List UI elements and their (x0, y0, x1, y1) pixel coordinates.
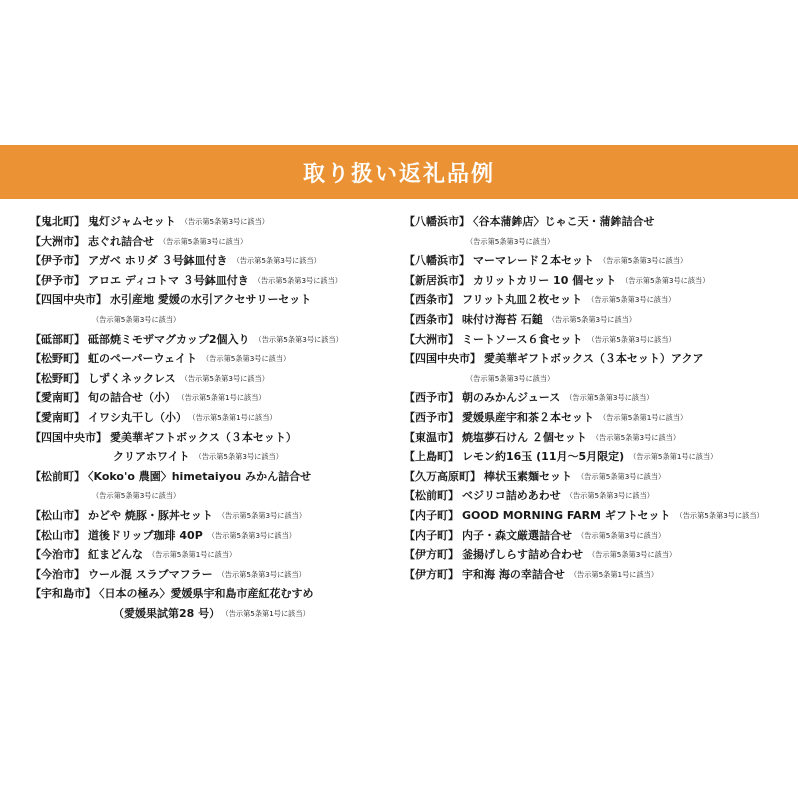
legal-note: （告示第5条第3号に該当） (92, 314, 181, 324)
gift-item-line (404, 330, 794, 350)
gift-item-line (404, 388, 794, 408)
gift-name: 水引産地 愛媛の水引アクセサリーセット (110, 293, 312, 307)
gift-item-line (30, 428, 400, 448)
municipality-tag: 【松野町】 (30, 352, 85, 366)
gift-name: イワシ丸干し（小） (88, 410, 187, 424)
legal-note: （告示第5条第3号に該当） (547, 314, 637, 324)
gift-item-line (30, 271, 400, 291)
gift-item (404, 408, 794, 428)
gift-item-line (30, 369, 400, 389)
gift-item-line (30, 330, 400, 350)
gift-item (30, 545, 400, 565)
legal-note: （告示第5条第1号に該当） (181, 393, 266, 403)
legal-note: （告示第5条第3号に該当） (194, 452, 283, 462)
gift-name: 棒状玉素麺セット (484, 469, 572, 483)
municipality-tag: 【松山市】 (30, 508, 85, 522)
municipality-tag: 【西条市】 (404, 293, 459, 307)
left-column (30, 212, 400, 623)
gift-item-line (30, 486, 400, 506)
legal-note: （告示第5条第3号に該当） (591, 432, 681, 442)
gift-name: ミートソース６食セット (462, 332, 583, 346)
gift-item-line (404, 467, 794, 487)
gift-name: 鬼灯ジャムセット (88, 215, 176, 228)
municipality-tag: 【東温市】 (404, 430, 459, 444)
municipality-tag: 【四国中央市】 (30, 430, 107, 444)
right-column (404, 212, 794, 584)
gift-item-line (404, 251, 794, 271)
legal-note: （告示第5条第1号に該当） (569, 569, 659, 579)
gift-name: カリットカリー 10 個セット (473, 273, 617, 287)
gift-item (30, 349, 400, 369)
municipality-tag: 【内子町】 (404, 508, 459, 522)
legal-note: （告示第5条第3号に該当） (253, 275, 342, 285)
legal-note: （告示第5条第1号に該当） (599, 412, 688, 422)
gift-item-line (404, 428, 794, 448)
gift-name: 〈Koko'o 農園〉himetaiyou みかん詰合せ (88, 469, 312, 483)
municipality-tag: 【宇和島市】 (30, 587, 96, 601)
gift-item-line (404, 486, 794, 506)
legal-note: （告示第5条第3号に該当） (577, 471, 666, 481)
legal-note: （告示第5条第3号に該当） (565, 491, 654, 501)
page-title: 取り扱い返礼品例 (302, 161, 495, 187)
gift-item-line (30, 310, 400, 330)
municipality-tag: 【新居浜市】 (404, 273, 470, 287)
title-banner (0, 145, 798, 199)
gift-item (30, 526, 400, 546)
gift-item (404, 526, 794, 546)
gift-name: 愛美華ギフトボックス（３本セット）アクア (484, 352, 704, 366)
legal-note: （告示第5条第3号に該当） (217, 510, 307, 520)
gift-item-line (404, 310, 794, 330)
municipality-tag: 【四国中央市】 (404, 352, 481, 366)
gift-name: 味付け海苔 石鎚 (462, 312, 543, 326)
gift-item-line (30, 290, 400, 310)
legal-note: （告示第5条第3号に該当） (466, 236, 555, 246)
municipality-tag: 【松前町】 (404, 489, 459, 503)
gift-item (30, 428, 400, 467)
gift-item (404, 290, 794, 310)
gift-name: 内子・森文厳選詰合せ (462, 528, 572, 542)
gift-name: 朝のみかんジュース (462, 391, 561, 405)
gift-name: アロエ ディコトマ ３号鉢皿付き (88, 273, 249, 287)
gift-item (404, 467, 794, 487)
gift-item (30, 388, 400, 408)
gift-name-continued: クリアホワイト (113, 450, 190, 464)
gift-item (404, 212, 794, 251)
legal-note: （告示第5条第3号に該当） (159, 236, 248, 246)
gift-item-line (30, 232, 400, 252)
gift-item (404, 506, 794, 526)
gift-item-line (30, 408, 400, 428)
legal-note: （告示第5条第3号に該当） (621, 275, 710, 285)
gift-item-line (404, 506, 794, 526)
gift-item (404, 565, 794, 585)
gift-item-continuation (30, 447, 400, 467)
gift-item-continuation (30, 604, 400, 624)
gift-item-line (404, 232, 794, 252)
gift-name: GOOD MORNING FARM ギフトセット (462, 508, 671, 522)
legal-note: （告示第5条第3号に該当） (180, 217, 269, 226)
legal-note: （告示第5条第3号に該当） (254, 334, 343, 344)
municipality-tag: 【西予市】 (404, 391, 459, 405)
gift-item (404, 447, 794, 467)
gift-name: 愛美華ギフトボックス（３本セット） (110, 430, 297, 444)
gift-item-line (30, 251, 400, 271)
gift-name: フリット丸皿２枚セット (462, 293, 583, 307)
gift-item-line (404, 290, 794, 310)
gift-name: 志ぐれ詰合せ (88, 234, 154, 248)
gift-item-line (30, 212, 400, 232)
gift-item-line (30, 349, 400, 369)
legal-note: （告示第5条第3号に該当） (587, 334, 676, 344)
gift-item (30, 584, 400, 623)
gift-item-line (404, 349, 794, 369)
municipality-tag: 【伊方町】 (404, 567, 459, 581)
municipality-tag: 【砥部町】 (30, 332, 85, 346)
municipality-tag: 【伊予市】 (30, 254, 85, 268)
gift-item (30, 369, 400, 389)
gift-name: 旬の詰合せ（小） (88, 391, 176, 405)
municipality-tag: 【八幡浜市】 (404, 215, 470, 228)
municipality-tag: 【内子町】 (404, 528, 459, 542)
gift-item (404, 388, 794, 408)
legal-note: （告示第5条第3号に該当） (232, 256, 321, 266)
gift-name: 宇和海 海の幸詰合せ (462, 567, 565, 581)
gift-item (30, 212, 400, 232)
municipality-tag: 【松前町】 (30, 469, 85, 483)
legal-note: （告示第5条第3号に該当） (675, 510, 764, 520)
gift-name: 焼塩夢石けん ２個セット (462, 430, 587, 444)
gift-item (404, 271, 794, 291)
legal-note: （告示第5条第3号に該当） (180, 373, 269, 383)
legal-note: （告示第5条第3号に該当） (207, 530, 296, 540)
legal-note: （告示第5条第3号に該当） (587, 295, 676, 305)
municipality-tag: 【大洲市】 (30, 234, 85, 248)
gift-item (404, 486, 794, 506)
gift-name: 虹のペーパーウェイト (88, 352, 198, 366)
gift-item-line (404, 565, 794, 585)
municipality-tag: 【西条市】 (404, 312, 459, 326)
legal-note: （告示第5条第3号に該当） (217, 569, 306, 579)
gift-item (30, 232, 400, 252)
legal-note: （告示第5条第3号に該当） (577, 530, 666, 540)
gift-name: 愛媛県産宇和茶２本セット (462, 410, 594, 424)
gift-item (404, 330, 794, 350)
gift-item (30, 290, 400, 329)
legal-note: （告示第5条第3号に該当） (92, 491, 181, 501)
gift-item-line (30, 467, 400, 487)
gift-item-line (404, 369, 794, 389)
municipality-tag: 【松山市】 (30, 528, 85, 542)
gift-item-line (404, 271, 794, 291)
gift-item-line (30, 526, 400, 546)
gift-item (404, 349, 794, 388)
municipality-tag: 【上島町】 (404, 450, 459, 464)
legal-note: （告示第5条第1号に該当） (629, 452, 718, 462)
gift-item (30, 565, 400, 585)
legal-note: （告示第5条第1号に該当） (225, 608, 310, 618)
gift-item-line (30, 506, 400, 526)
gift-item (30, 330, 400, 350)
gift-name: 紅まどんな (88, 548, 143, 562)
gift-name: 道後ドリップ珈琲 40P (88, 528, 203, 542)
legal-note: （告示第5条第3号に該当） (599, 256, 688, 266)
gift-name: アガベ ホリダ ３号鉢皿付き (88, 254, 228, 268)
gift-name: 〈日本の極み〉愛媛県宇和島市産紅花むすめ (99, 587, 314, 601)
legal-note: （告示第5条第3号に該当） (202, 354, 291, 364)
municipality-tag: 【愛南町】 (30, 410, 85, 424)
gift-name: ウール混 スラブマフラー (88, 567, 213, 581)
municipality-tag: 【伊方町】 (404, 548, 459, 562)
gift-item-line (30, 565, 400, 585)
gift-item (30, 408, 400, 428)
gift-name: かどや 焼豚・豚丼セット (88, 508, 213, 522)
municipality-tag: 【西予市】 (404, 410, 459, 424)
gift-name: しずくネックレス (88, 371, 176, 385)
gift-name: 〈谷本蒲鉾店〉じゃこ天・蒲鉾詰合せ (473, 215, 655, 228)
gift-item-line (30, 584, 400, 604)
gift-item-line (404, 408, 794, 428)
municipality-tag: 【大洲市】 (404, 332, 459, 346)
municipality-tag: 【松野町】 (30, 371, 85, 385)
gift-item-line (30, 388, 400, 408)
gift-item (404, 428, 794, 448)
municipality-tag: 【久万高原町】 (404, 469, 481, 483)
municipality-tag: 【今治市】 (30, 567, 85, 581)
gift-item-line (404, 447, 794, 467)
legal-note: （告示第5条第1号に該当） (148, 550, 237, 560)
gift-name: 釜揚げしらす詰め合わせ (462, 548, 583, 562)
gift-item (404, 310, 794, 330)
municipality-tag: 【愛南町】 (30, 391, 85, 405)
municipality-tag: 【鬼北町】 (30, 215, 85, 228)
municipality-tag: 【今治市】 (30, 548, 85, 562)
gift-item-line (30, 545, 400, 565)
gift-item (404, 251, 794, 271)
gift-name: マーマレード２本セット (473, 254, 594, 268)
gift-item (30, 467, 400, 506)
legal-note: （告示第5条第3号に該当） (466, 373, 555, 383)
municipality-tag: 【八幡浜市】 (404, 254, 470, 268)
gift-item-line (404, 212, 794, 232)
gift-name: レモン約16玉 (11月～5月限定) (462, 450, 625, 464)
municipality-tag: 【伊予市】 (30, 273, 85, 287)
gift-item-line (404, 545, 794, 565)
gift-item-line (404, 526, 794, 546)
legal-note: （告示第5条第1号に該当） (192, 412, 277, 422)
gift-name-continued: （愛媛果試第28 号） (113, 606, 221, 620)
municipality-tag: 【四国中央市】 (30, 293, 107, 307)
gift-name: ベジリコ詰めあわせ (462, 489, 561, 503)
gift-name: 砥部焼ミモザマグカップ2個入り (88, 332, 250, 346)
legal-note: （告示第5条第3号に該当） (565, 393, 654, 403)
legal-note: （告示第5条第3号に該当） (588, 550, 677, 560)
gift-item (30, 251, 400, 271)
gift-item (404, 545, 794, 565)
gift-item (30, 506, 400, 526)
gift-item (30, 271, 400, 291)
